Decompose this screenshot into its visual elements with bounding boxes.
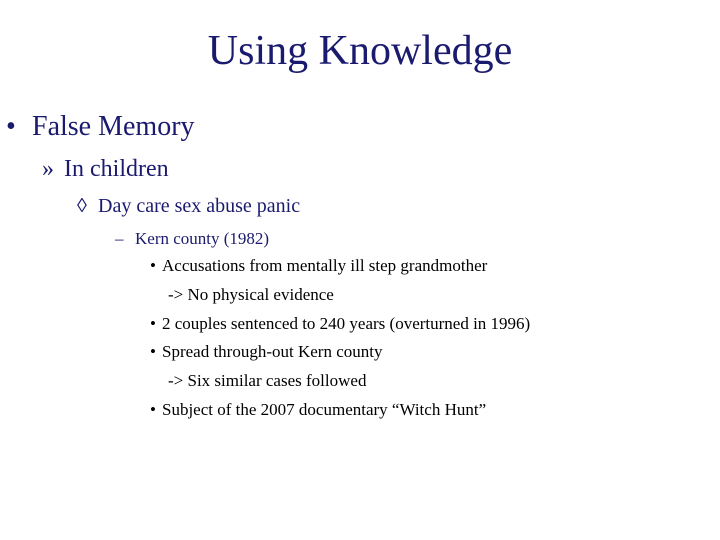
bullet-kern-county [115, 228, 269, 250]
bullet-marker: » [42, 156, 54, 182]
bullet-marker: • [150, 400, 156, 419]
bullet-false-memory [6, 110, 195, 144]
bullet-spread-county [150, 341, 382, 363]
bullet-couples-sentenced [150, 313, 530, 335]
bullet-day-care-panic [77, 193, 300, 219]
bullet-text: Day care sex abuse panic [98, 195, 301, 217]
bullet-marker: • [6, 111, 16, 142]
bullet-text: Spread through-out Kern county [162, 342, 383, 361]
bullet-accusations [150, 255, 487, 277]
bullet-text: False Memory [32, 111, 195, 142]
bullet-text: Kern county (1982) [135, 229, 270, 248]
bullet-marker: ◊ [77, 195, 87, 217]
bullet-documentary [150, 399, 486, 421]
bullet-text: Accusations from mentally ill step grandmother [162, 256, 488, 275]
bullet-marker: • [150, 314, 156, 333]
continuation-no-evidence: -> No physical evidence [168, 285, 334, 304]
continuation-similar-cases: -> Six similar cases followed [168, 371, 367, 390]
bullet-text: In children [64, 156, 169, 182]
slide-title: Using Knowledge [207, 28, 513, 74]
bullet-text: Subject of the 2007 documentary “Witch Hunt” [162, 400, 487, 419]
bullet-marker: – [115, 229, 124, 248]
bullet-in-children [42, 154, 169, 184]
bullet-text: 2 couples sentenced to 240 years (overturned in 1996) [162, 314, 531, 333]
bullet-marker: • [150, 256, 156, 275]
bullet-marker: • [150, 342, 156, 361]
